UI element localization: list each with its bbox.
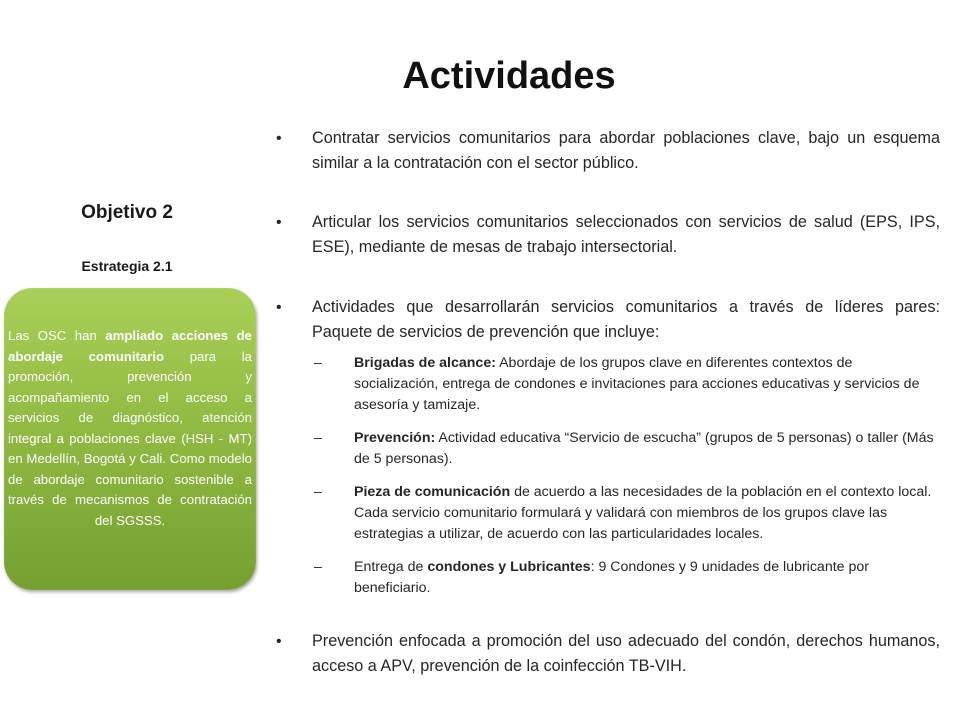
sub-item-label: Prevención: [354,430,436,446]
sub-item [312,557,940,599]
bullet-marker: • [276,299,282,316]
sub-item-text: Actividad educativa “Servicio de escucha” (grupos de 5 personas) o taller (Más de 5 personas). [354,430,934,467]
description-text-start: Las OSC han [8,328,106,343]
service-package-list [312,353,940,599]
sub-item [312,353,940,416]
slide-title: Actividades [402,55,616,97]
bullet-item [276,210,940,260]
bullet-text: Actividades que desarrollarán servicios comunitarios a través de líderes pares: Paquete de servicios de prevención que incluye: [312,298,940,341]
bullet-item [276,629,940,679]
sub-item-text: Abordaje de los grupos clave en diferentes contextos de socialización, entrega de condones e invitaciones para acciones educativas y servicios de asesoría y tamizaje. [354,355,920,413]
sub-marker: – [314,484,322,500]
sub-item-label: condones y Lubricantes [427,559,591,575]
description-highlight: ampliado acciones de abordaje comunitario [8,328,252,364]
bullet-text: Prevención enfocada a promoción del uso adecuado del condón, derechos humanos, acceso a APV, prevención de la coinfección TB-VIH. [312,632,940,675]
activities-list [276,126,940,679]
sub-item [312,428,940,470]
bullet-marker: • [276,130,282,147]
strategy-description [8,326,252,531]
bullet-marker: • [276,214,282,231]
bullet-item [276,126,940,176]
strategy-description-box [4,288,256,590]
sub-item-label: Pieza de comunicación [354,484,511,500]
sub-marker: – [314,355,322,371]
objective-heading: Objetivo 2 [81,202,173,223]
strategy-heading: Estrategia 2.1 [81,258,173,274]
sub-item [312,482,940,545]
sub-item-text: de acuerdo a las necesidades de la población en el contexto local. Cada servicio comunitario formulará y validará con miembros de los grupos clave las estrategias a utilizar, de acuerdo con las particularidades locales. [354,484,932,542]
sub-marker: – [314,430,322,446]
bullet-text: Articular los servicios comunitarios seleccionados con servicios de salud (EPS, IPS, ESE), mediante de mesas de trabajo intersectorial. [312,213,940,256]
bullet-marker: • [276,633,282,650]
sub-item-text: : 9 Condones y 9 unidades de lubricante por beneficiario. [354,559,869,596]
sub-marker: – [314,559,322,575]
bullet-item [276,295,940,345]
sub-item-label: Brigadas de alcance: [354,355,496,371]
sub-item-prefix: Entrega de [354,559,428,575]
bullet-text: Contratar servicios comunitarios para abordar poblaciones clave, bajo un esquema similar a la contratación con el sector público. [312,129,940,172]
description-text-end: para la promoción, prevención y acompañamiento en el acceso a servicios de diagnóstico, atención integral a poblaciones clave (HSH - MT) en Medellín, Bogotá y Cali. Como modelo de abordaje comunitario sostenible a través de mecanismos de contratación del SGSSS. [8,348,252,528]
